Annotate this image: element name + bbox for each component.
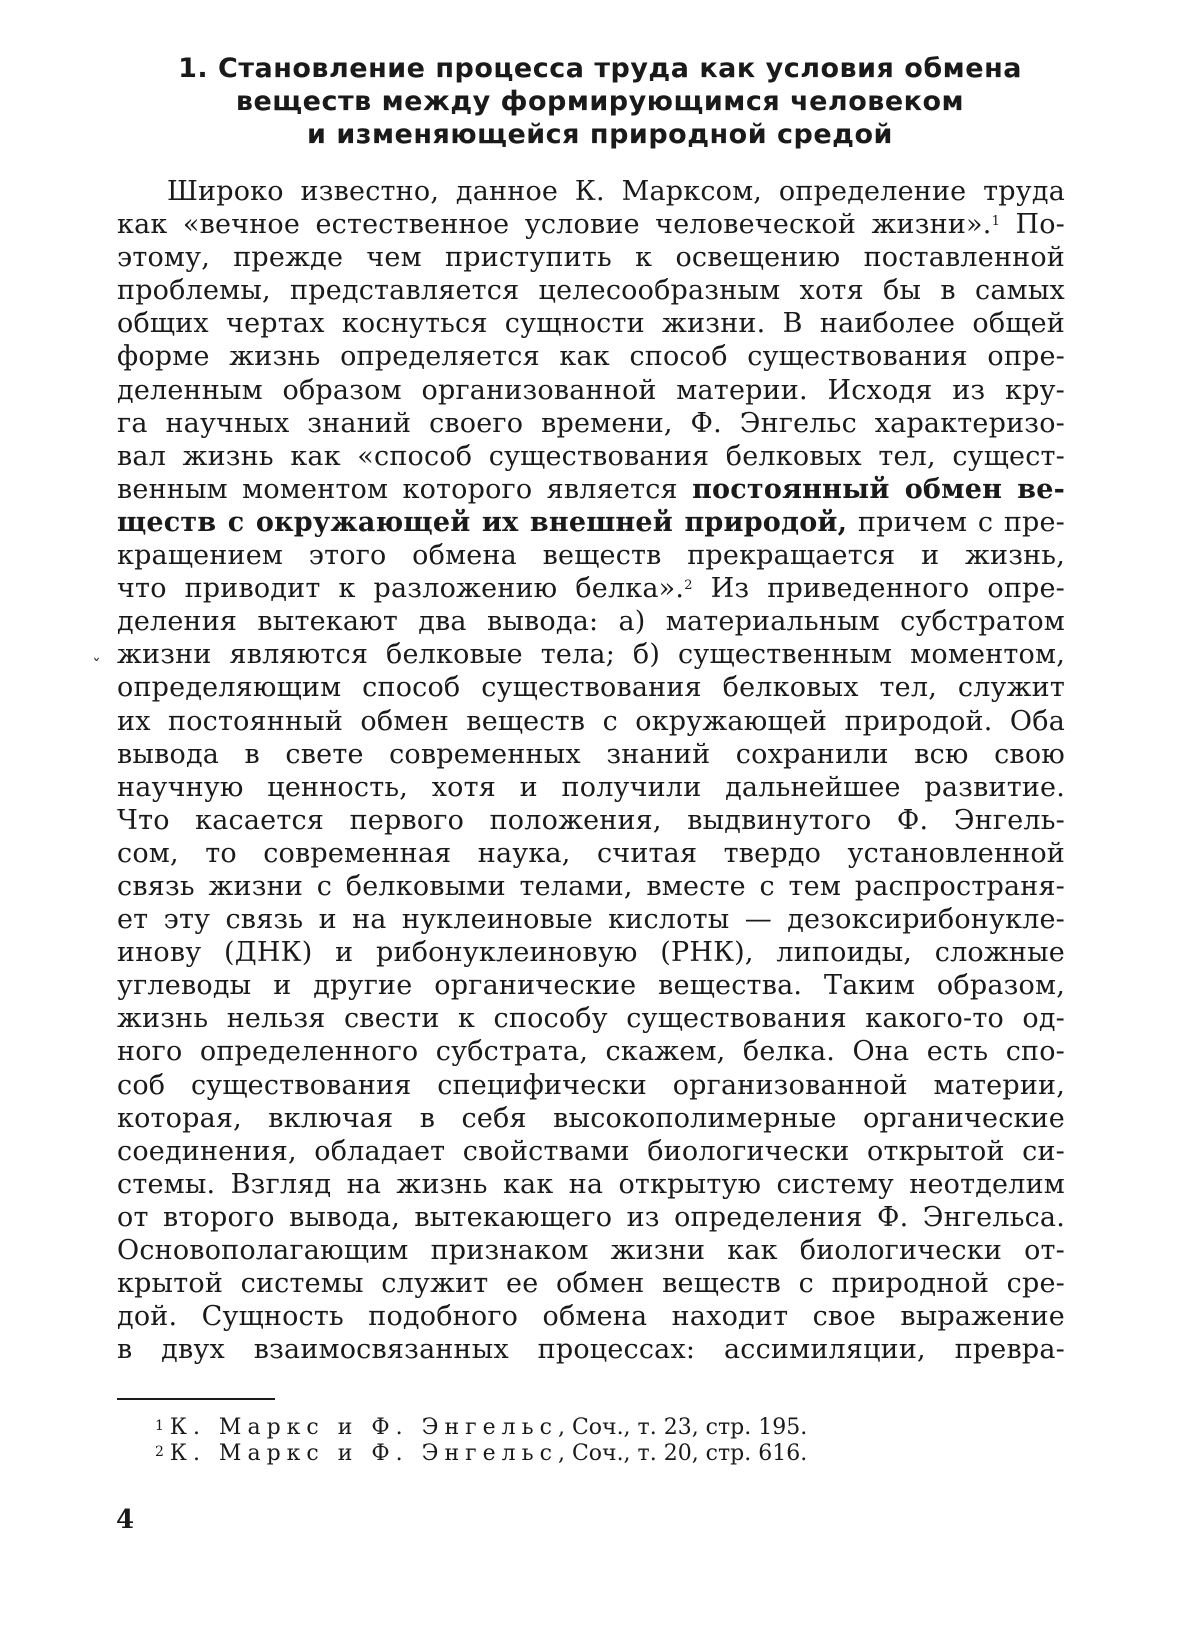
body-line: которая, включая в себя высокополимерные органические: [117, 1102, 1065, 1134]
body-line: Основополагающим признаком жизни как биологически от-: [117, 1235, 1065, 1266]
body-line: определяющим способ существования белковых тел, служит: [117, 672, 1065, 704]
footnote-item: [155, 1441, 955, 1467]
heading-line: и изменяющейся природной средой: [307, 119, 893, 150]
body-line: кращением этого обмена веществ прекращается и жизнь,: [117, 540, 1065, 572]
heading-line: 1. Становление процесса труда как условия обмена: [178, 53, 1022, 84]
footnotes: [155, 1415, 955, 1467]
body-line-text: венным моментом которого является: [117, 473, 693, 505]
body-line: соб существования специфически организованной материи,: [117, 1069, 1065, 1101]
body-line-text: что приводит к разложению белка».: [117, 573, 685, 605]
footnote-marker: 2: [155, 1444, 164, 1460]
footnote-reference: , Соч., т. 23, стр. 195.: [557, 1415, 808, 1440]
heading-line: веществ между формирующимся человеком: [235, 86, 965, 117]
body-line: крытой системы служит ее обмен веществ с природной сре-: [117, 1268, 1065, 1300]
body-line: деленным образом организованной материи. Исходя из кру-: [117, 374, 1065, 406]
body-line: связь жизни с белковыми телами, вместе с тем распространя-: [117, 870, 1065, 902]
emphasis-text: постоянный обмен ве-: [692, 473, 1065, 505]
body-line: [117, 208, 1065, 241]
footnote-item: [155, 1415, 955, 1441]
body-line: этому, прежде чем приступить к освещению поставленной: [117, 242, 1065, 274]
body-line: [117, 506, 1065, 539]
body-line: ет эту связь и на нуклеиновые кислоты — дезоксирибонукле-: [117, 904, 1065, 936]
footnote-divider: [117, 1398, 275, 1400]
body-line: научную ценность, хотя и получили дальнейшее развитие.: [117, 771, 1065, 803]
body-line: ного определенного субстрата, скажем, белка. Она есть спо-: [117, 1036, 1065, 1068]
body-line-text: как «вечное естественное условие человеческой жизни».: [117, 209, 992, 241]
section-heading: [120, 52, 1080, 151]
body-line: в двух взаимосвязанных процессах: ассимиляции, превра-: [117, 1334, 1065, 1366]
body-paragraph: [117, 175, 1065, 1366]
footnote-author: К. Маркс и Ф. Энгельс: [169, 1441, 558, 1466]
body-line: соединения, обладает свойствами биологически открытой си-: [117, 1135, 1065, 1167]
body-line: общих чертах коснуться сущности жизни. В наиболее общей: [117, 308, 1065, 340]
body-line-text: Из приведенного опре-: [692, 573, 1065, 605]
body-line: деления вытекают два вывода: а) материальным субстратом: [117, 606, 1065, 638]
body-line: Что касается первого положения, выдвинутого Ф. Энгель-: [117, 804, 1065, 836]
emphasis-text: ществ с окружающей их внешней природой,: [117, 506, 848, 538]
margin-mark: ˇ: [92, 656, 101, 677]
body-line: вывода в свете современных знаний сохранили всю свою: [117, 738, 1065, 770]
body-line: сом, то современная наука, считая твердо установленной: [117, 837, 1065, 869]
footnote-ref[interactable]: 2: [684, 578, 693, 594]
body-line-text: причем с пре-: [847, 506, 1065, 538]
body-line: от второго вывода, вытекающего из определения Ф. Энгельса.: [117, 1201, 1065, 1233]
body-line-text: По-: [1000, 209, 1065, 241]
body-line: [117, 473, 1065, 506]
body-line: га научных знаний своего времени, Ф. Энгельс характеризо-: [117, 407, 1065, 439]
body-line: жизнь нельзя свести к способу существования какого-то од-: [117, 1003, 1065, 1035]
body-line: вал жизнь как «способ существования белковых тел, сущест-: [117, 440, 1065, 472]
footnote-marker: 1: [155, 1418, 164, 1434]
body-line: дой. Сущность подобного обмена находит свое выражение: [117, 1301, 1065, 1333]
body-line: Широко известно, данное К. Марксом, определение труда: [167, 176, 1065, 207]
body-line: [117, 572, 1065, 605]
body-line: их постоянный обмен веществ с окружающей природой. Оба: [117, 705, 1065, 737]
body-line: проблемы, представляется целесообразным хотя бы в самых: [117, 275, 1065, 307]
footnote-reference: , Соч., т. 20, стр. 616.: [557, 1441, 808, 1466]
body-line: стемы. Взгляд на жизнь как на открытую систему неотделим: [117, 1168, 1065, 1200]
body-line: инову (ДНК) и рибонуклеиновую (РНК), липоиды, сложные: [117, 937, 1065, 969]
footnote-ref[interactable]: 1: [991, 214, 1001, 230]
page-number: 4: [116, 1505, 135, 1535]
body-line: форме жизнь определяется как способ существования опре-: [117, 341, 1065, 373]
footnote-author: К. Маркс и Ф. Энгельс: [169, 1415, 558, 1440]
body-line: жизни являются белковые тела; б) существенным моментом,: [117, 639, 1065, 671]
body-line: углеводы и другие органические вещества. Таким образом,: [117, 970, 1065, 1002]
